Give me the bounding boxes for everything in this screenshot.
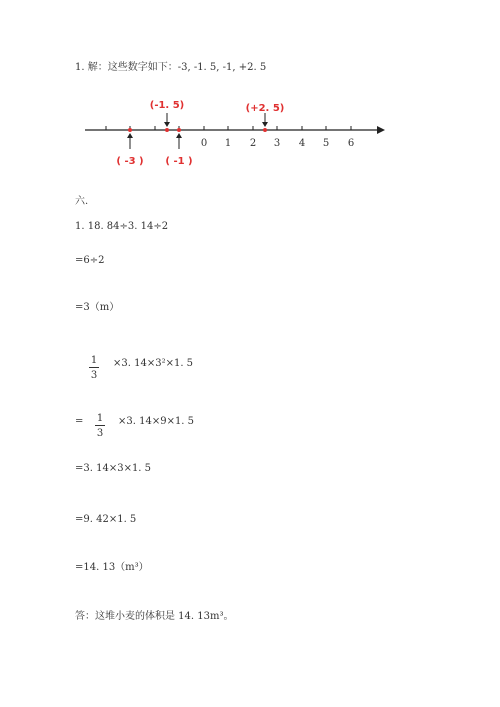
point-minus-1-5 <box>165 128 169 132</box>
fraction-numerator: 1 <box>96 413 104 424</box>
fraction-one-third <box>95 413 105 439</box>
step-3-rest: ×3. 14×3²×1. 5 <box>113 358 194 369</box>
step-4-rest: ×3. 14×9×1. 5 <box>118 416 195 427</box>
point-minus-3 <box>128 128 132 132</box>
fraction-denominator: 3 <box>96 428 104 439</box>
fraction-denominator: 3 <box>90 370 98 381</box>
mark-label-minus-1-5: (-1. 5) <box>149 100 185 111</box>
arrow-down-icon <box>262 122 268 127</box>
tick-label-5: 5 <box>322 138 330 149</box>
answer-line: 答：这堆小麦的体积是 14. 13m³。 <box>75 611 234 622</box>
intro-line: 1. 解：这些数字如下：-3, -1. 5, -1, +2. 5 <box>75 62 267 73</box>
step-1: =6÷2 <box>75 255 105 266</box>
tick-label-0: 0 <box>200 138 208 149</box>
step-2: =3（m） <box>75 302 120 313</box>
point-plus-2-5 <box>263 128 267 132</box>
arrow-down-icon <box>164 122 170 127</box>
fraction-one-third <box>89 355 99 381</box>
ticks <box>106 126 351 130</box>
axis-arrow-icon <box>377 126 385 134</box>
step-5: =3. 14×3×1. 5 <box>75 463 152 474</box>
tick-label-2: 2 <box>249 138 257 149</box>
step-6: =9. 42×1. 5 <box>75 514 137 525</box>
arrow-up-icon <box>127 133 133 138</box>
mark-label-minus-1: ( -1 ) <box>165 156 193 167</box>
step-4-equals: = <box>75 416 84 427</box>
question-line: 1. 18. 84÷3. 14÷2 <box>75 221 169 232</box>
tick-label-4: 4 <box>298 138 306 149</box>
tick-label-3: 3 <box>273 138 281 149</box>
section-title: 六. <box>75 196 89 207</box>
number-line <box>80 95 390 175</box>
mark-label-minus-3: ( -3 ) <box>116 156 144 167</box>
mark-label-plus-2-5: (+2. 5) <box>245 103 285 114</box>
step-7: =14. 13（m³） <box>75 562 149 573</box>
tick-label-1: 1 <box>224 138 232 149</box>
tick-label-6: 6 <box>347 138 355 149</box>
point-minus-1 <box>177 128 181 132</box>
fraction-numerator: 1 <box>90 355 98 366</box>
arrow-up-icon <box>176 133 182 138</box>
